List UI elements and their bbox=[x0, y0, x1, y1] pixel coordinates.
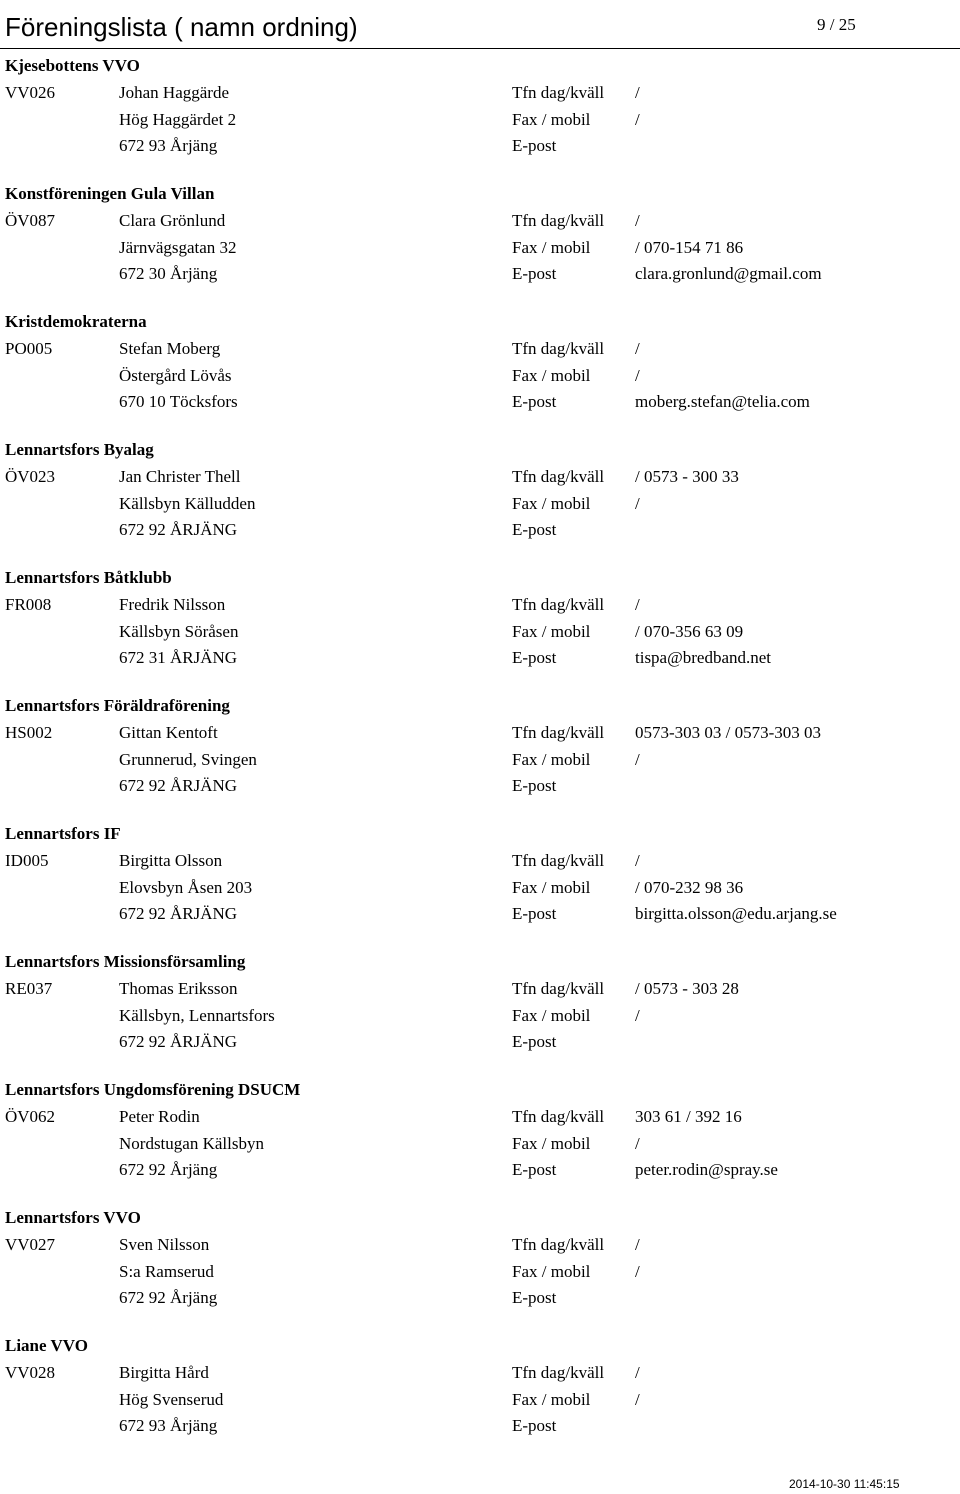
email-label: E-post bbox=[512, 392, 557, 411]
postal-address: 672 31 ÅRJÄNG bbox=[119, 648, 238, 667]
phone-value: / bbox=[635, 851, 640, 870]
phone-label: Tfn dag/kväll bbox=[512, 1235, 605, 1254]
print-timestamp: 2014-10-30 11:45:15 bbox=[789, 1477, 900, 1491]
phone-value: / bbox=[635, 211, 640, 230]
association-code: ÖV087 bbox=[5, 211, 56, 230]
association-code: VV026 bbox=[5, 83, 56, 102]
fax-label: Fax / mobil bbox=[512, 1262, 591, 1281]
fax-value: / bbox=[635, 494, 640, 513]
association-code: HS002 bbox=[5, 723, 53, 742]
fax-value: / 070-356 63 09 bbox=[635, 622, 744, 641]
fax-value: / bbox=[635, 1262, 640, 1281]
association-entry bbox=[0, 183, 960, 311]
street-address: Källsbyn Söråsen bbox=[119, 622, 239, 641]
association-code: VV027 bbox=[5, 1235, 56, 1254]
contact-row bbox=[0, 722, 960, 744]
email-value[interactable]: moberg.stefan@telia.com bbox=[635, 392, 810, 411]
association-name: Lennartsfors Båtklubb bbox=[5, 568, 172, 587]
street-address: Källsbyn, Lennartsfors bbox=[119, 1006, 275, 1025]
association-code: ID005 bbox=[5, 851, 49, 870]
postal-row bbox=[0, 1031, 960, 1053]
page-number: 9 / 25 bbox=[817, 15, 856, 34]
fax-label: Fax / mobil bbox=[512, 1006, 591, 1025]
postal-address: 670 10 Töcksfors bbox=[119, 392, 238, 411]
postal-address: 672 92 Årjäng bbox=[119, 1160, 218, 1179]
postal-address: 672 92 ÅRJÄNG bbox=[119, 1032, 238, 1051]
address-row bbox=[0, 1005, 960, 1027]
postal-row bbox=[0, 903, 960, 925]
contact-name: Clara Grönlund bbox=[119, 211, 226, 230]
phone-value: / bbox=[635, 1363, 640, 1382]
phone-label: Tfn dag/kväll bbox=[512, 723, 605, 742]
email-label: E-post bbox=[512, 904, 557, 923]
association-entry bbox=[0, 1335, 960, 1463]
phone-value: / 0573 - 300 33 bbox=[635, 467, 739, 486]
contact-row bbox=[0, 1106, 960, 1128]
phone-value: 0573-303 03 / 0573-303 03 bbox=[635, 723, 822, 742]
association-entry bbox=[0, 1079, 960, 1207]
phone-value: / bbox=[635, 339, 640, 358]
postal-address: 672 92 Årjäng bbox=[119, 1288, 218, 1307]
address-row bbox=[0, 493, 960, 515]
contact-row bbox=[0, 1234, 960, 1256]
association-entry bbox=[0, 311, 960, 439]
phone-value: / bbox=[635, 83, 640, 102]
email-label: E-post bbox=[512, 1032, 557, 1051]
contact-name: Jan Christer Thell bbox=[119, 467, 241, 486]
fax-label: Fax / mobil bbox=[512, 750, 591, 769]
association-code: ÖV062 bbox=[5, 1107, 56, 1126]
page-header bbox=[0, 0, 960, 49]
association-name: Lennartsfors Ungdomsförening DSUCM bbox=[5, 1080, 301, 1099]
association-name: Kjesebottens VVO bbox=[5, 56, 140, 75]
address-row bbox=[0, 1133, 960, 1155]
phone-value: / 0573 - 303 28 bbox=[635, 979, 739, 998]
postal-row bbox=[0, 519, 960, 541]
fax-value: / bbox=[635, 750, 640, 769]
street-address: S:a Ramserud bbox=[119, 1262, 214, 1281]
association-entry bbox=[0, 55, 960, 183]
contact-name: Gittan Kentoft bbox=[119, 723, 218, 742]
contact-name: Birgitta Olsson bbox=[119, 851, 223, 870]
fax-value: / bbox=[635, 1134, 640, 1153]
fax-label: Fax / mobil bbox=[512, 110, 591, 129]
address-row bbox=[0, 1389, 960, 1411]
address-row bbox=[0, 237, 960, 259]
contact-row bbox=[0, 82, 960, 104]
postal-row bbox=[0, 1287, 960, 1309]
address-row bbox=[0, 365, 960, 387]
address-row bbox=[0, 877, 960, 899]
street-address: Hög Svenserud bbox=[119, 1390, 224, 1409]
address-row bbox=[0, 109, 960, 131]
phone-label: Tfn dag/kväll bbox=[512, 83, 605, 102]
association-entry bbox=[0, 951, 960, 1079]
phone-value: 303 61 / 392 16 bbox=[635, 1107, 742, 1126]
email-value[interactable]: clara.gronlund@gmail.com bbox=[635, 264, 822, 283]
email-label: E-post bbox=[512, 1416, 557, 1435]
address-row bbox=[0, 749, 960, 771]
email-value[interactable]: tispa@bredband.net bbox=[635, 648, 772, 667]
phone-label: Tfn dag/kväll bbox=[512, 339, 605, 358]
address-row bbox=[0, 1261, 960, 1283]
contact-name: Thomas Eriksson bbox=[119, 979, 238, 998]
fax-label: Fax / mobil bbox=[512, 1134, 591, 1153]
association-name: Liane VVO bbox=[5, 1336, 88, 1355]
street-address: Östergård Lövås bbox=[119, 366, 232, 385]
postal-row bbox=[0, 263, 960, 285]
association-entry bbox=[0, 823, 960, 951]
association-entry bbox=[0, 567, 960, 695]
phone-label: Tfn dag/kväll bbox=[512, 851, 605, 870]
postal-address: 672 92 ÅRJÄNG bbox=[119, 776, 238, 795]
street-address: Elovsbyn Åsen 203 bbox=[119, 878, 253, 897]
contact-name: Birgitta Hård bbox=[119, 1363, 209, 1382]
postal-address: 672 93 Årjäng bbox=[119, 136, 218, 155]
contact-row bbox=[0, 210, 960, 232]
phone-label: Tfn dag/kväll bbox=[512, 467, 605, 486]
contact-name: Sven Nilsson bbox=[119, 1235, 210, 1254]
association-name: Lennartsfors Missionsförsamling bbox=[5, 952, 246, 971]
fax-value: / 070-154 71 86 bbox=[635, 238, 744, 257]
fax-label: Fax / mobil bbox=[512, 494, 591, 513]
contact-row bbox=[0, 594, 960, 616]
page-title: Föreningslista ( namn ordning) bbox=[5, 12, 358, 42]
contact-row bbox=[0, 850, 960, 872]
contact-name: Stefan Moberg bbox=[119, 339, 221, 358]
phone-label: Tfn dag/kväll bbox=[512, 595, 605, 614]
association-list bbox=[0, 55, 960, 1463]
contact-row bbox=[0, 466, 960, 488]
association-name: Lennartsfors Byalag bbox=[5, 440, 154, 459]
contact-row bbox=[0, 338, 960, 360]
association-entry bbox=[0, 439, 960, 567]
contact-row bbox=[0, 1362, 960, 1384]
street-address: Grunnerud, Svingen bbox=[119, 750, 257, 769]
fax-value: / 070-232 98 36 bbox=[635, 878, 744, 897]
postal-row bbox=[0, 647, 960, 669]
association-name: Konstföreningen Gula Villan bbox=[5, 184, 215, 203]
postal-row bbox=[0, 391, 960, 413]
postal-address: 672 30 Årjäng bbox=[119, 264, 218, 283]
association-code: PO005 bbox=[5, 339, 53, 358]
fax-value: / bbox=[635, 110, 640, 129]
contact-name: Peter Rodin bbox=[119, 1107, 200, 1126]
fax-label: Fax / mobil bbox=[512, 238, 591, 257]
street-address: Nordstugan Källsbyn bbox=[119, 1134, 264, 1153]
association-code: ÖV023 bbox=[5, 467, 56, 486]
contact-row bbox=[0, 978, 960, 1000]
association-name: Lennartsfors Föräldraförening bbox=[5, 696, 230, 715]
fax-value: / bbox=[635, 366, 640, 385]
email-label: E-post bbox=[512, 520, 557, 539]
association-entry bbox=[0, 695, 960, 823]
email-label: E-post bbox=[512, 136, 557, 155]
fax-label: Fax / mobil bbox=[512, 622, 591, 641]
fax-label: Fax / mobil bbox=[512, 366, 591, 385]
phone-value: / bbox=[635, 1235, 640, 1254]
phone-label: Tfn dag/kväll bbox=[512, 211, 605, 230]
email-label: E-post bbox=[512, 1160, 557, 1179]
association-entry bbox=[0, 1207, 960, 1335]
fax-value: / bbox=[635, 1006, 640, 1025]
phone-label: Tfn dag/kväll bbox=[512, 1363, 605, 1382]
association-code: RE037 bbox=[5, 979, 53, 998]
fax-label: Fax / mobil bbox=[512, 1390, 591, 1409]
postal-address: 672 92 ÅRJÄNG bbox=[119, 904, 238, 923]
association-name: Lennartsfors IF bbox=[5, 824, 121, 843]
street-address: Hög Haggärdet 2 bbox=[119, 110, 237, 129]
postal-row bbox=[0, 775, 960, 797]
email-value[interactable]: peter.rodin@spray.se bbox=[635, 1160, 778, 1179]
address-row bbox=[0, 621, 960, 643]
contact-name: Fredrik Nilsson bbox=[119, 595, 226, 614]
phone-label: Tfn dag/kväll bbox=[512, 1107, 605, 1126]
phone-value: / bbox=[635, 595, 640, 614]
postal-address: 672 93 Årjäng bbox=[119, 1416, 218, 1435]
email-label: E-post bbox=[512, 776, 557, 795]
email-label: E-post bbox=[512, 264, 557, 283]
association-code: VV028 bbox=[5, 1363, 56, 1382]
postal-row bbox=[0, 1159, 960, 1181]
association-name: Kristdemokraterna bbox=[5, 312, 147, 331]
street-address: Källsbyn Källudden bbox=[119, 494, 256, 513]
postal-row bbox=[0, 1415, 960, 1437]
fax-value: / bbox=[635, 1390, 640, 1409]
association-code: FR008 bbox=[5, 595, 52, 614]
postal-row bbox=[0, 135, 960, 157]
contact-name: Johan Haggärde bbox=[119, 83, 229, 102]
email-label: E-post bbox=[512, 648, 557, 667]
postal-address: 672 92 ÅRJÄNG bbox=[119, 520, 238, 539]
association-name: Lennartsfors VVO bbox=[5, 1208, 141, 1227]
street-address: Järnvägsgatan 32 bbox=[119, 238, 237, 257]
email-label: E-post bbox=[512, 1288, 557, 1307]
email-value[interactable]: birgitta.olsson@edu.arjang.se bbox=[635, 904, 837, 923]
phone-label: Tfn dag/kväll bbox=[512, 979, 605, 998]
fax-label: Fax / mobil bbox=[512, 878, 591, 897]
